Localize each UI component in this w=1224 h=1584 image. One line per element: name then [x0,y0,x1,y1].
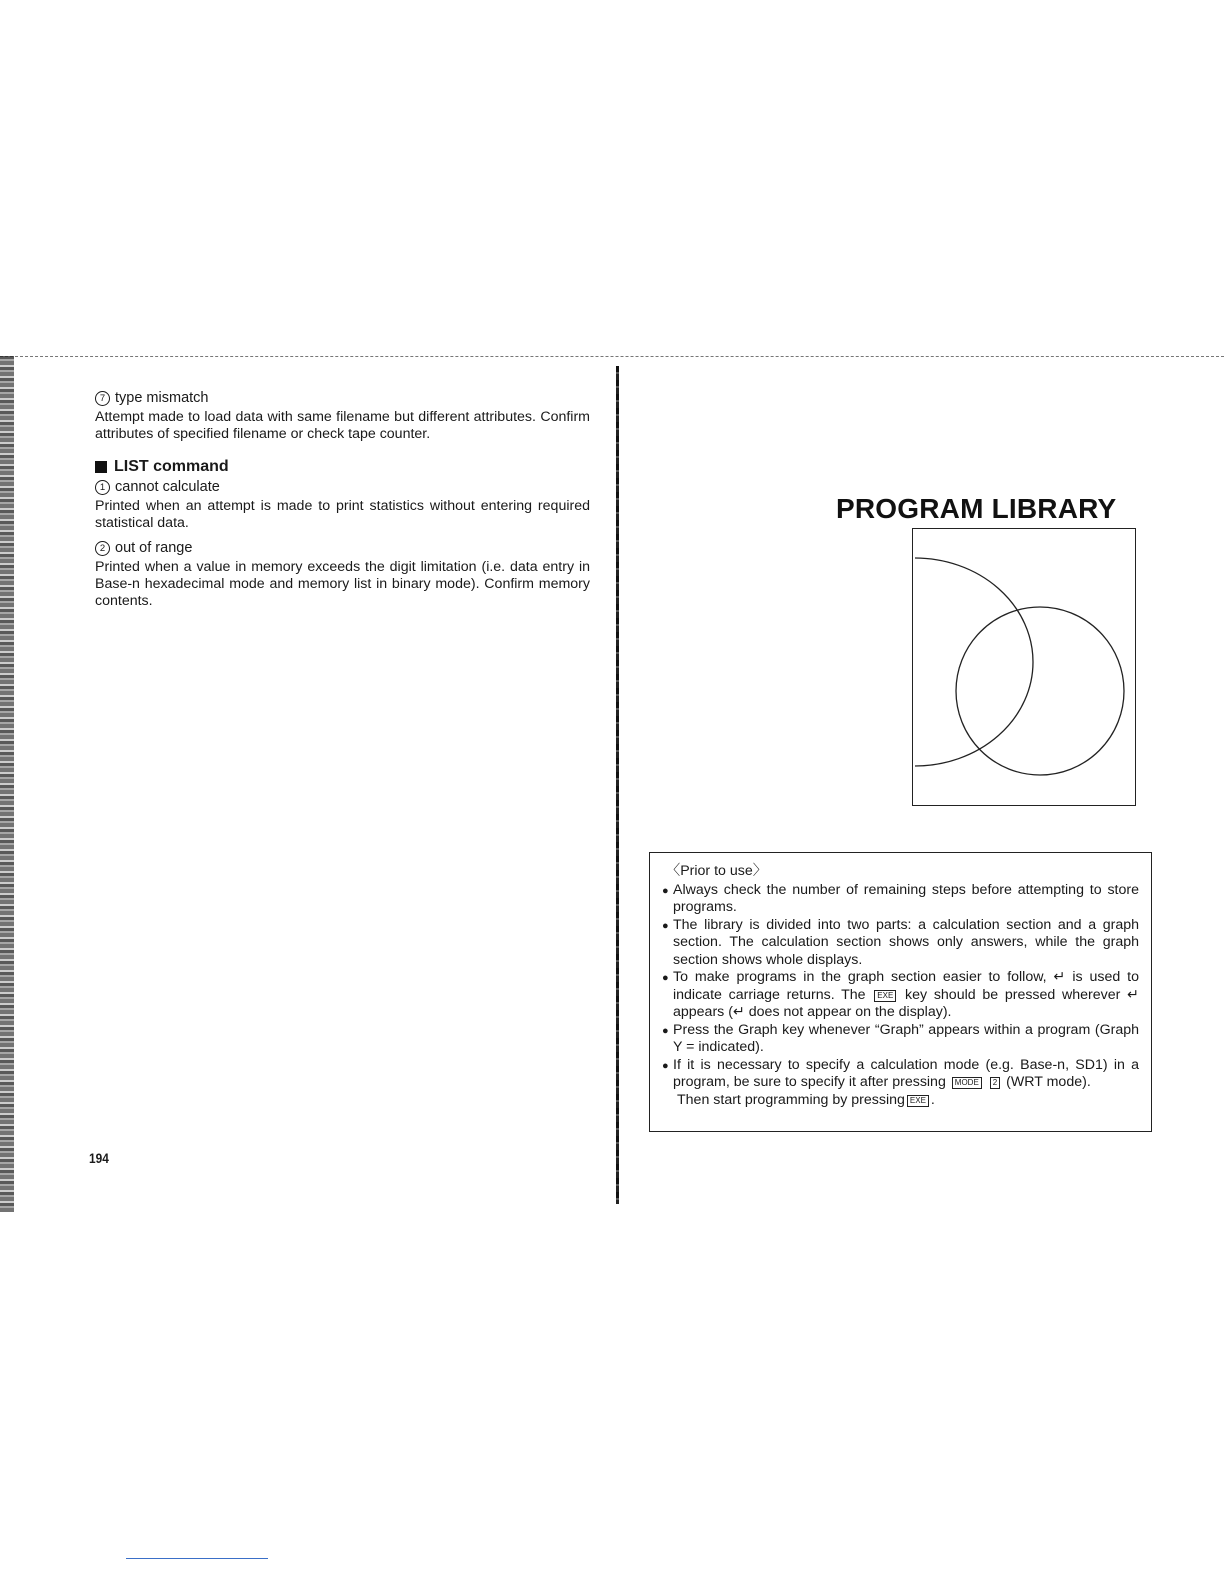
error-type-mismatch [95,390,590,443]
text-segment: does not appear on the display). [748,1004,952,1020]
bullet-icon [662,1057,673,1092]
return-arrow-icon: ↵ [1053,969,1066,985]
black-square-icon [95,461,107,473]
error-description: Attempt made to load data with same filename but different attributes. Confirm attributes of specified filename or check tape counter. [95,409,590,442]
venn-svg [913,529,1135,805]
return-arrow-icon: ↵ [732,1004,745,1020]
final-instruction [677,1092,1139,1110]
text-segment: Then start programming by pressing [677,1091,905,1108]
error-out-of-range [95,540,590,610]
text-segment: (WRT mode). [1006,1074,1091,1090]
exe-key-icon: EXE [874,990,896,1002]
list-item-text: Press the Graph key whenever “Graph” appears within a program (Graph Y = indicated). [673,1021,1139,1055]
circled-number: 1 [95,480,110,495]
bullet-icon [662,882,673,917]
error-title-text: cannot calculate [115,479,220,495]
bottom-underline [126,1558,268,1559]
error-title-text: type mismatch [115,390,209,406]
bullet-icon [662,969,673,1022]
text-segment: appears ( [673,1004,733,1020]
list-item [662,969,1139,1022]
text-segment: is used to indicate carriage returns. The [673,969,1139,1003]
book-binding-edge [0,356,14,1212]
list-item-text [673,1057,1139,1092]
text-segment: . [930,1091,935,1108]
section-heading-text: LIST command [114,458,229,475]
circle-shape [956,607,1124,775]
circled-number: 2 [95,541,110,556]
center-fold [616,366,619,1204]
two-key-icon: 2 [990,1077,1000,1089]
section-heading [95,458,590,475]
page-number: 194 [89,1150,109,1166]
prior-heading: 〈Prior to use〉 [666,863,767,879]
left-page [95,390,590,610]
return-arrow-icon: ↵ [1127,986,1139,1003]
error-title [95,479,590,496]
error-title-text: out of range [115,540,193,556]
error-description: Printed when a value in memory exceeds the digit limitation (i.e. data entry in Base-n hexadecimal mode and memory list in binary mode). Confirm memory contents. [95,559,590,609]
arc-shape [915,558,1033,766]
list-item-text: The library is divided into two parts: a calculation section and a graph section. The calculation section shows only answers, while the graph section shows whole displays. [673,916,1139,968]
error-title [95,390,590,407]
error-title [95,540,590,557]
error-cannot-calculate [95,479,590,532]
error-description: Printed when an attempt is made to print statistics without entering required statistical data. [95,498,590,531]
venn-illustration [912,528,1136,806]
text-segment: If it is necessary to specify a calculation mode (e.g. Base-n, SD1) in a program, be sure to specify it after pressing [673,1056,1139,1090]
mode-key-icon: MODE [952,1077,982,1089]
bullet-icon [662,1022,673,1057]
list-item [662,1022,1139,1057]
page-top-rule [0,356,1224,357]
text-segment: key should be pressed wherever [905,986,1121,1003]
page-title: PROGRAM LIBRARY [836,492,1117,524]
list-item [662,917,1139,970]
list-item-text [673,969,1139,1022]
list-item-text: Always check the number of remaining steps before attempting to store programs. [673,881,1139,915]
bullet-icon [662,917,673,970]
text-segment: To make programs in the graph section easier to follow, [673,969,1047,985]
exe-key-icon: EXE [907,1095,929,1107]
prior-to-use-box [649,852,1152,1132]
list-item [662,1057,1139,1092]
list-item [662,882,1139,917]
circled-number: 7 [95,391,110,406]
